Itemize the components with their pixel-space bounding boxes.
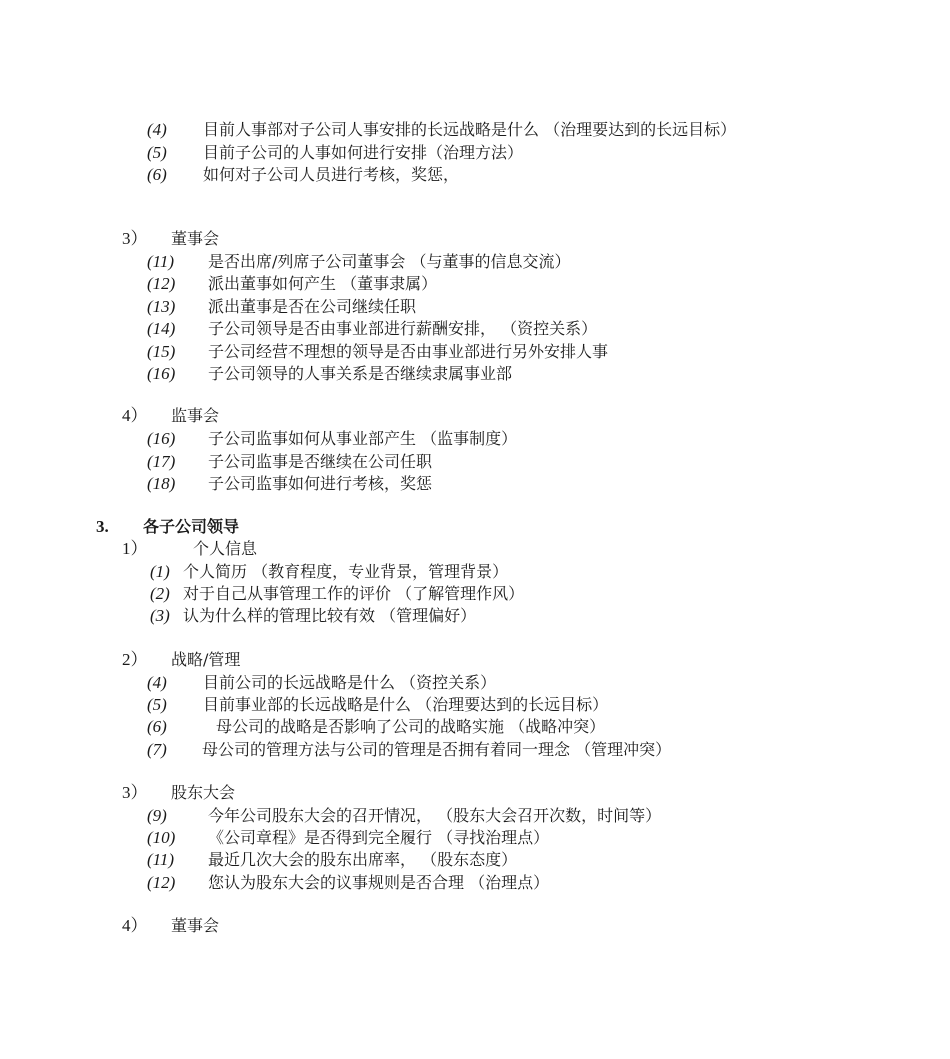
item-number: (10) [147,828,176,847]
item-text: 派出董事是否在公司继续任职 [208,297,417,316]
item-text: 您认为股东大会的议事规则是否合理 （治理点） [208,873,550,892]
item-number: (18) [147,474,176,493]
section-number: 2） [122,650,148,669]
item-number: (5) [147,695,167,714]
item-text: 子公司领导的人事关系是否继续隶属事业部 [208,364,513,383]
section-title: 股东大会 [171,783,236,802]
item-text: 子公司领导是否由事业部进行薪酬安排， （资控关系） [208,319,598,338]
item-number: (12) [147,274,176,293]
item-number: (4) [147,673,167,692]
item-text: 是否出席/列席子公司董事会 （与董事的信息交流） [208,252,571,271]
item-number: (4) [147,120,167,139]
section-number: 4） [122,916,148,935]
item-number: (5) [147,143,167,162]
section-title: 战略/管理 [171,650,241,669]
item-number: (11) [147,850,175,869]
item-text: 目前人事部对子公司人事安排的长远战略是什么 （治理要达到的长远目标） [203,120,737,139]
item-number: (12) [147,873,176,892]
item-number: (9) [147,806,167,825]
item-text: 子公司监事如何进行考核，奖惩 [208,474,433,493]
item-text: 目前事业部的长远战略是什么 （治理要达到的长远目标） [203,695,609,714]
item-text: 子公司监事是否继续在公司任职 [208,452,433,471]
item-number: (3) [150,606,170,625]
item-text: 子公司经营不理想的领导是否由事业部进行另外安排人事 [208,342,609,361]
item-text: 目前子公司的人事如何进行安排（治理方法） [203,143,524,162]
section-title: 董事会 [171,229,220,248]
item-number: (16) [147,429,176,448]
item-text: 认为什么样的管理比较有效 （管理偏好） [183,606,477,625]
section-number: 3） [122,783,148,802]
item-number: (1) [150,562,170,581]
item-text: 《公司章程》是否得到完全履行 （寻找治理点） [208,828,550,847]
section-title: 董事会 [171,916,220,935]
item-number: (11) [147,252,175,271]
section-title: 个人信息 [193,539,258,558]
section-number: 3） [122,229,148,248]
item-number: (2) [150,584,170,603]
item-text: 派出董事如何产生 （董事隶属） [208,274,438,293]
item-text: 目前公司的长远战略是什么 （资控关系） [203,673,497,692]
item-text: 母公司的战略是否影响了公司的战略实施 （战略冲突） [216,717,606,736]
chapter-number: 3. [96,517,109,536]
item-number: (17) [147,452,176,471]
item-text: 如何对子公司人员进行考核，奖惩， [203,165,460,184]
item-text: 最近几次大会的股东出席率， （股东态度） [208,850,518,869]
chapter-title: 各子公司领导 [143,517,240,536]
item-number: (6) [147,165,167,184]
item-number: (7) [147,740,167,759]
item-number: (15) [147,342,176,361]
item-text: 子公司监事如何从事业部产生 （监事制度） [208,429,518,448]
section-number: 1） [122,539,148,558]
section-title: 监事会 [171,406,220,425]
item-number: (16) [147,364,176,383]
item-text: 今年公司股东大会的召开情况， （股东大会召开次数，时间等） [208,806,662,825]
item-text: 对于自己从事管理工作的评价 （了解管理作风） [183,584,525,603]
item-number: (6) [147,717,167,736]
item-number: (14) [147,319,176,338]
item-text: 母公司的管理方法与公司的管理是否拥有着同一理念 （管理冲突） [202,740,672,759]
section-number: 4） [122,406,148,425]
item-text: 个人简历 （教育程度，专业背景，管理背景） [183,562,509,581]
item-number: (13) [147,297,176,316]
